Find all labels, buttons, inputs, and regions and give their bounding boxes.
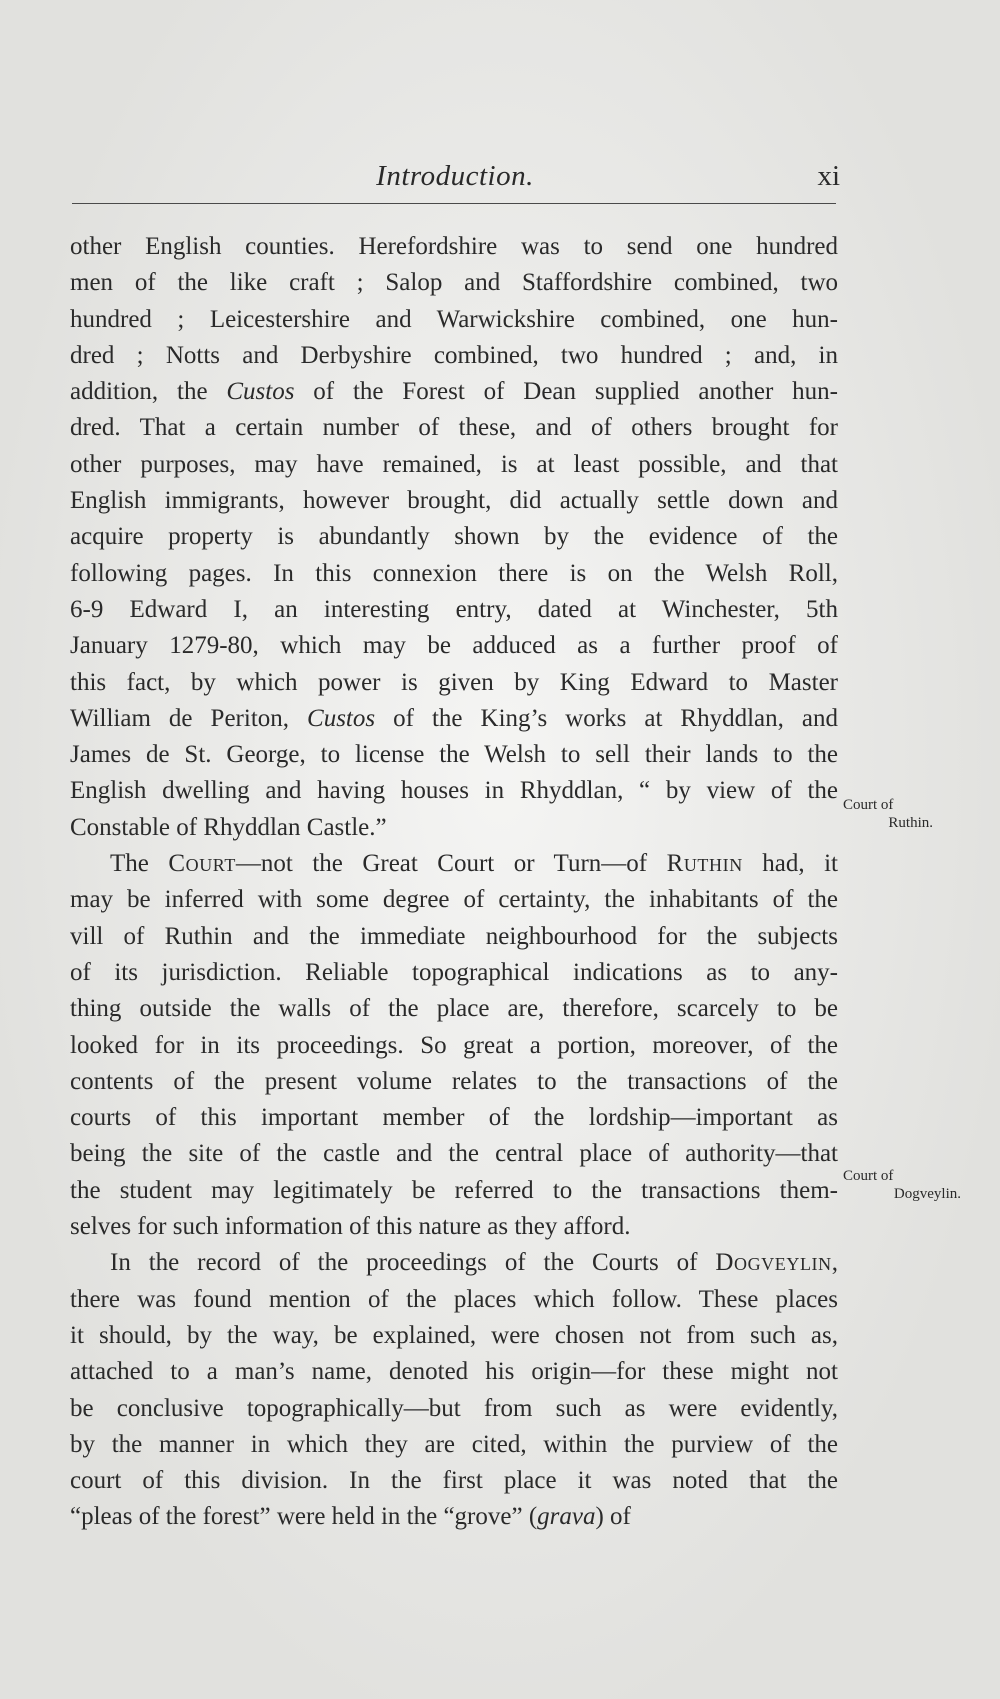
italic-term: Custos: [226, 378, 295, 406]
text-run: selves for such information of this nature as they afford.: [70, 1213, 631, 1241]
text-line: [70, 1173, 838, 1209]
page-number: xi: [817, 160, 840, 192]
text-line: [70, 882, 838, 918]
text-line: [70, 1354, 838, 1390]
text-line: [70, 737, 838, 773]
margin-note-line: Dogveylin.: [893, 1186, 961, 1202]
text-line: [70, 1136, 838, 1172]
text-run: acquire property is abundantly shown by the evidence of the: [70, 523, 838, 551]
text-run: may be inferred with some degree of certainty, the inhabitants of the: [70, 886, 838, 914]
paragraph: [70, 846, 838, 1245]
text-run: court of this division. In the first place it was noted that the: [70, 1467, 838, 1495]
text-run: dred ; Notts and Derbyshire combined, two hundred ; and, in: [70, 341, 838, 369]
text-run: this fact, by which power is given by King Edward to Master: [70, 668, 838, 696]
text-run: contents of the present volume relates to the transactions of the: [70, 1067, 838, 1095]
text-run: the student may legitimately be referred to the transactions them-: [70, 1176, 838, 1204]
text-line: [70, 919, 838, 955]
text-line: [70, 229, 838, 265]
text-line: [70, 410, 838, 446]
small-caps-term: Court: [168, 850, 236, 878]
text-run: “pleas of the forest” were held in the “grove” (: [70, 1503, 538, 1531]
italic-term: Custos: [307, 704, 376, 732]
text-run: English dwelling and having houses in Rhyddlan, “ by view of the: [70, 777, 838, 805]
running-head: [70, 160, 840, 200]
text-run: of the King’s works at Rhyddlan, and: [375, 704, 838, 732]
header-rule: [72, 203, 836, 204]
text-line: [70, 1100, 838, 1136]
text-line: [70, 1282, 838, 1318]
text-line: [70, 519, 838, 555]
text-run: thing outside the walls of the place are, therefore, scarcely to be: [70, 995, 838, 1023]
text-run: of the Forest of Dean supplied another hun-: [294, 378, 838, 406]
text-run: ,: [831, 1249, 838, 1277]
text-run: In the record of the proceedings of the Courts of: [110, 1249, 716, 1277]
text-line: [70, 1427, 838, 1463]
text-run: 6-9 Edward I, an interesting entry, dated at Winchester, 5th: [70, 595, 838, 623]
text-run: ) of: [595, 1503, 631, 1531]
text-line: [70, 846, 838, 882]
text-line: [70, 665, 838, 701]
text-line: [70, 955, 838, 991]
running-title: Introduction.: [376, 160, 534, 192]
text-run: it should, by the way, be explained, were chosen not from such as,: [70, 1321, 838, 1349]
text-run: hundred ; Leicestershire and Warwickshire combined, one hun-: [70, 305, 838, 333]
text-run: had, it: [742, 850, 838, 878]
text-line: [70, 592, 838, 628]
text-run: Constable of Rhyddlan Castle.”: [70, 813, 387, 841]
text-line: [70, 1064, 838, 1100]
text-run: vill of Ruthin and the immediate neighbourhood for the subjects: [70, 922, 838, 950]
text-run: courts of this important member of the lordship—important as: [70, 1104, 838, 1132]
text-line: [70, 1391, 838, 1427]
text-line: [70, 701, 838, 737]
text-line: [70, 265, 838, 301]
margin-note-line: Court of: [843, 1168, 894, 1184]
margin-note-line: Ruthin.: [888, 815, 933, 831]
text-line: [70, 483, 838, 519]
text-line: [70, 810, 838, 846]
text-run: English immigrants, however brought, did actually settle down and: [70, 487, 838, 515]
text-run: attached to a man’s name, denoted his origin—for these might not: [70, 1358, 838, 1386]
text-line: [70, 302, 838, 338]
text-run: by the manner in which they are cited, within the purview of the: [70, 1430, 838, 1458]
text-run: other English counties. Herefordshire was to send one hundred: [70, 233, 838, 260]
text-line: [70, 628, 838, 664]
margin-note-court-of-ruthin: [843, 796, 973, 832]
text-line: [70, 1463, 838, 1499]
body-text: [70, 229, 838, 1536]
text-run: James de St. George, to license the Welsh to sell their lands to the: [70, 741, 838, 769]
text-line: [70, 1499, 838, 1535]
text-line: [70, 1318, 838, 1354]
text-line: [70, 556, 838, 592]
text-run: being the site of the castle and the central place of authority—that: [70, 1140, 838, 1168]
text-run: other purposes, may have remained, is at least possible, and that: [70, 450, 838, 478]
text-run: dred. That a certain number of these, and of others brought for: [70, 414, 838, 442]
text-run: —not the Great Court or Turn—of: [235, 850, 667, 878]
text-run: looked for in its proceedings. So great a portion, moreover, of the: [70, 1031, 838, 1059]
text-run: January 1279-80, which may be adduced as a further proof of: [70, 632, 838, 660]
small-caps-term: Dogveylin: [715, 1249, 832, 1277]
text-line: [70, 338, 838, 374]
text-line: [70, 1245, 838, 1281]
italic-term: grava: [537, 1503, 596, 1531]
paragraph: [70, 1245, 838, 1535]
text-line: [70, 991, 838, 1027]
text-line: [70, 374, 838, 410]
margin-note-court-of-dogveylin: [843, 1167, 973, 1203]
margin-note-line: Court of: [843, 797, 894, 813]
text-run: addition, the: [70, 378, 227, 406]
text-run: of its jurisdiction. Reliable topographical indications as to any-: [70, 958, 838, 986]
text-run: following pages. In this connexion there is on the Welsh Roll,: [70, 559, 838, 587]
text-run: William de Periton,: [70, 704, 308, 732]
text-run: there was found mention of the places which follow. These places: [70, 1285, 838, 1313]
text-line: [70, 773, 838, 809]
text-line: [70, 447, 838, 483]
text-line: [70, 1028, 838, 1064]
text-run: men of the like craft ; Salop and Staffordshire combined, two: [70, 269, 838, 297]
paragraph: [70, 229, 838, 846]
text-run: be conclusive topographically—but from such as were evidently,: [70, 1394, 838, 1422]
small-caps-term: Ruthin: [666, 850, 743, 878]
text-line: [70, 1209, 838, 1245]
text-run: The: [110, 850, 169, 878]
